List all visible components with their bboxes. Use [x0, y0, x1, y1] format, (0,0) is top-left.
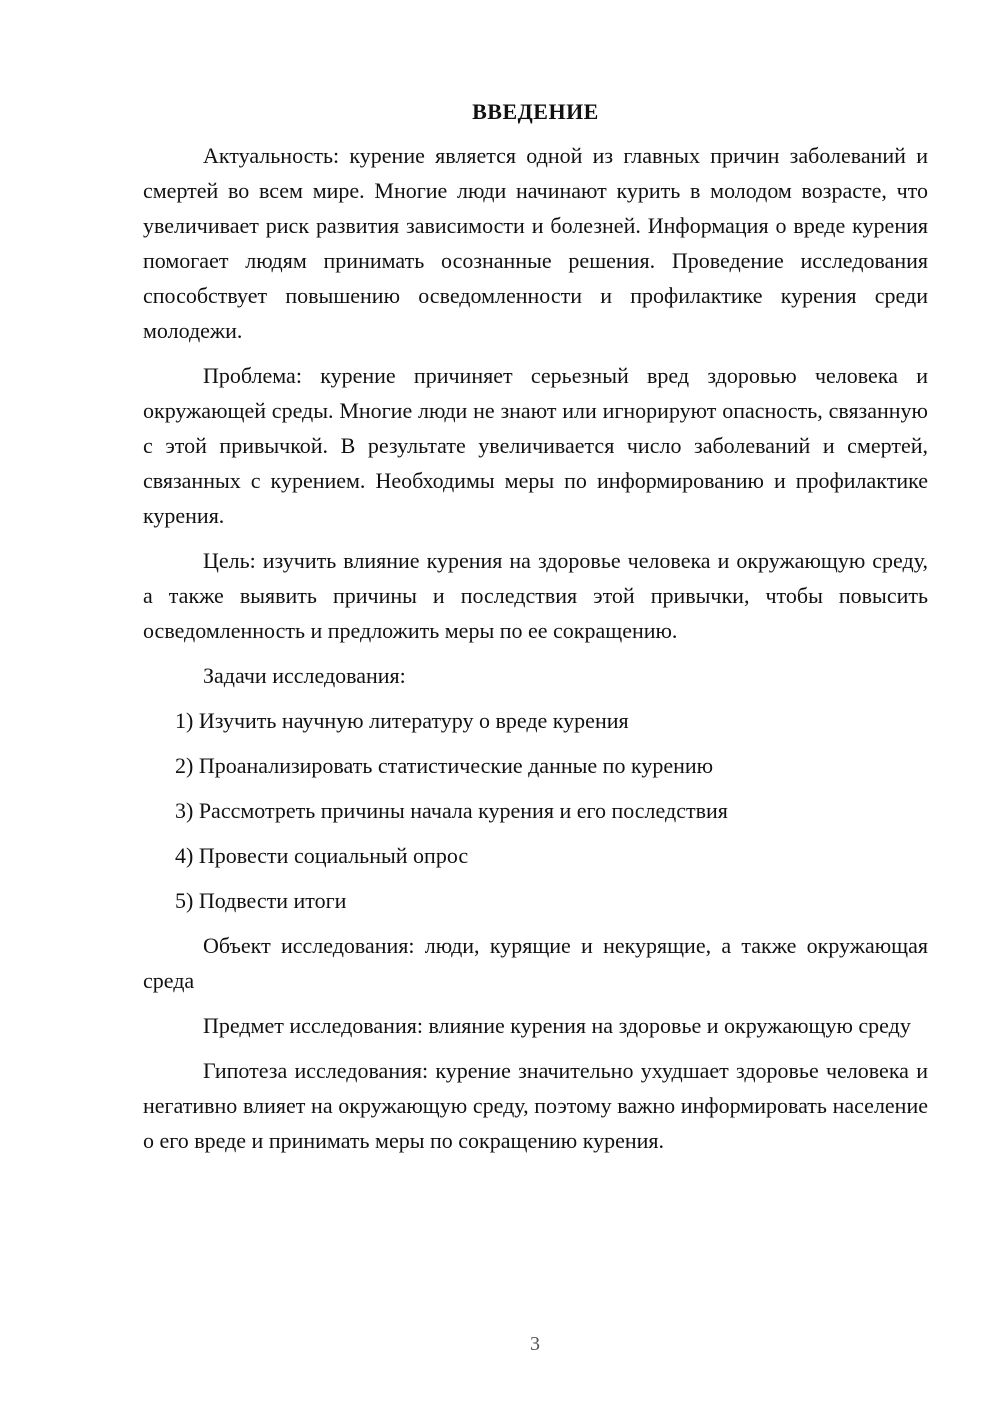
tasks-heading: Задачи исследования: [203, 663, 406, 688]
task-item: 4) Провести социальный опрос [175, 843, 469, 868]
page-number: 3 [530, 1333, 540, 1355]
tasks-list [143, 703, 928, 918]
paragraph-goal: Цель: изучить влияние курения на здоровье человека и окружающую среду, а также выявить причины и последствия этой привычки, чтобы повысить осведомленность и предложить меры по ее сокращению. [143, 548, 928, 643]
paragraph-subject: Предмет исследования: влияние курения на здоровье и окружающую среду [203, 1013, 911, 1038]
paragraph-problem: Проблема: курение причиняет серьезный вред здоровью человека и окружающей среды. Многие люди не знают или игнорируют опасность, связанную с этой привычкой. В результате увеличивается число заболеваний и смертей, связанных с курением. Необходимы меры по информированию и профилактике курения. [143, 363, 928, 528]
paragraph-object: Объект исследования: люди, курящие и некурящие, а также окружающая среда [143, 933, 928, 993]
paragraph-hypothesis: Гипотеза исследования: курение значительно ухудшает здоровье человека и негативно влияет на окружающую среду, поэтому важно информировать население о его вреде и принимать меры по сокращению курения. [143, 1058, 928, 1153]
task-item: 5) Подвести итоги [175, 888, 347, 913]
task-item: 2) Проанализировать статистические данные по курению [175, 753, 714, 778]
task-item: 1) Изучить научную литературу о вреде курения [175, 708, 629, 733]
section-title: ВВЕДЕНИЕ [472, 99, 599, 124]
paragraph-relevance: Актуальность: курение является одной из главных причин заболеваний и смертей во всем мире. Многие люди начинают курить в молодом возрасте, что увеличивает риск развития зависимости и болезней. Информация о вреде курения помогает людям принимать осознанные решения. Проведение исследования способствует повышению осведомленности и профилактике курения среди молодежи. [143, 143, 928, 343]
task-item: 3) Рассмотреть причины начала курения и его последствия [175, 798, 728, 823]
